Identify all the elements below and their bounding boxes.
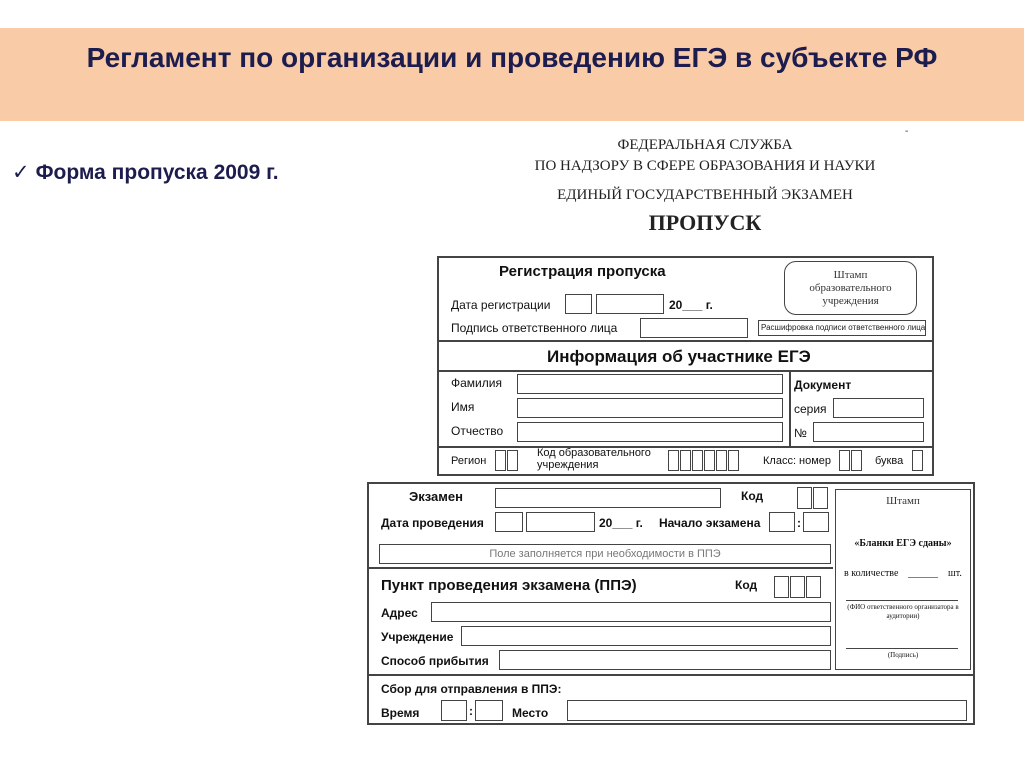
exam-day-field[interactable] <box>495 512 523 532</box>
bullet-item <box>12 160 279 185</box>
class-number-cell[interactable] <box>839 450 850 471</box>
doc-title: ПРОПУСК <box>648 210 762 235</box>
quantity-blank: ______ <box>908 568 938 579</box>
arrival-field[interactable] <box>499 650 831 670</box>
school-code-cell[interactable] <box>716 450 727 471</box>
region-label: Регион <box>451 455 487 467</box>
forms-submitted-label: «Бланки ЕГЭ сданы» <box>854 538 952 549</box>
signature-line <box>846 648 958 649</box>
exam-code-cell[interactable] <box>797 487 812 509</box>
registration-year-label: 20___ г. <box>669 298 713 312</box>
time-colon: : <box>797 516 801 530</box>
gathering-label: Сбор для отправления в ППЭ: <box>381 682 562 696</box>
school-code-label: Код образовательного учреждения <box>537 447 651 471</box>
school-code-cell[interactable] <box>704 450 715 471</box>
series-field[interactable] <box>833 398 924 418</box>
slide-title: Регламент по организации и проведению ЕГЭ в субъекте РФ <box>86 42 938 73</box>
exam-month-field[interactable] <box>526 512 595 532</box>
ppe-code-label: Код <box>735 578 758 592</box>
exam-stamp-panel <box>835 489 971 670</box>
time-label: Время <box>381 706 420 720</box>
exam-year-label: 20___ г. <box>599 516 643 530</box>
gathering-colon: : <box>469 704 473 718</box>
number-label: № <box>794 426 807 440</box>
exam-title: Экзамен <box>409 489 463 504</box>
class-number-label: Класс: номер <box>763 455 832 467</box>
doc-header-line1: ФЕДЕРАЛЬНАЯ СЛУЖБА <box>617 137 793 153</box>
exam-form <box>367 482 975 725</box>
divider <box>369 674 973 676</box>
start-minute-field[interactable] <box>803 512 829 532</box>
patronymic-field[interactable] <box>517 422 783 442</box>
ppe-code-cell[interactable] <box>806 576 821 598</box>
stamp-panel-title: Штамп <box>886 495 920 507</box>
exam-start-label: Начало экзамена <box>659 516 761 530</box>
signature-decode-label: Расшифровка подписи ответственного лица <box>761 323 926 332</box>
region-cell[interactable] <box>507 450 518 471</box>
exam-date-label: Дата проведения <box>381 516 484 530</box>
ppe-code-cell[interactable] <box>790 576 805 598</box>
ppe-title: Пункт проведения экзамена (ППЭ) <box>381 577 637 594</box>
organizer-caption-line2: аудитории) <box>886 612 920 620</box>
participant-title: Информация об участнике ЕГЭ <box>547 347 811 366</box>
place-field[interactable] <box>567 700 967 721</box>
exam-code-cell[interactable] <box>813 487 828 509</box>
class-letter-cell[interactable] <box>912 450 923 471</box>
divider <box>369 567 833 569</box>
bullet-text: Форма пропуска 2009 г. <box>35 161 279 184</box>
fill-note: Поле заполняется при необходимости в ППЭ <box>489 548 721 560</box>
school-code-cell[interactable] <box>728 450 739 471</box>
arrival-label: Способ прибытия <box>381 654 489 668</box>
signature-field[interactable] <box>640 318 748 338</box>
divider <box>439 446 932 448</box>
quantity-prefix: в количестве <box>844 568 899 579</box>
series-label: серия <box>794 402 827 416</box>
registration-month-field[interactable] <box>596 294 664 314</box>
start-hour-field[interactable] <box>769 512 795 532</box>
patronymic-label: Отчество <box>451 424 504 438</box>
organizer-caption-line1: (ФИО ответственного организатора в <box>847 603 959 611</box>
gathering-hour-field[interactable] <box>441 700 467 721</box>
surname-label: Фамилия <box>451 376 502 390</box>
gathering-minute-field[interactable] <box>475 700 503 721</box>
registration-title: Регистрация пропуска <box>499 263 666 280</box>
participant-form <box>437 256 934 476</box>
stamp-signature-caption: (Подпись) <box>887 651 919 659</box>
stamp-line1: Штамп <box>833 269 868 281</box>
divider <box>789 370 791 446</box>
number-field[interactable] <box>813 422 924 442</box>
school-code-cell[interactable] <box>668 450 679 471</box>
place-label: Место <box>512 706 549 720</box>
title-bar <box>0 28 1024 121</box>
divider <box>439 340 932 342</box>
address-label: Адрес <box>381 606 418 620</box>
name-label: Имя <box>451 400 475 414</box>
exam-field[interactable] <box>495 488 721 508</box>
doc-header-line2: ПО НАДЗОРУ В СФЕРЕ ОБРАЗОВАНИЯ И НАУКИ <box>534 158 876 174</box>
school-code-cell[interactable] <box>692 450 703 471</box>
divider <box>439 370 932 372</box>
exam-code-label: Код <box>741 489 764 503</box>
letter-label: буква <box>875 455 904 467</box>
registration-day-field[interactable] <box>565 294 592 314</box>
surname-field[interactable] <box>517 374 783 394</box>
document-label: Документ <box>794 378 852 392</box>
ppe-optional-field[interactable] <box>379 544 831 564</box>
stamp-line2: образовательного <box>809 282 892 294</box>
address-field[interactable] <box>431 602 831 622</box>
doc-header-line3: ЕДИНЫЙ ГОСУДАРСТВЕННЫЙ ЭКЗАМЕН <box>557 187 853 203</box>
region-cell[interactable] <box>495 450 506 471</box>
signature-label: Подпись ответственного лица <box>451 321 618 335</box>
scan-mark: - <box>905 126 909 137</box>
ppe-code-cell[interactable] <box>774 576 789 598</box>
quantity-suffix: шт. <box>948 568 962 579</box>
school-code-cell[interactable] <box>680 450 691 471</box>
institution-field[interactable] <box>461 626 831 646</box>
organizer-line <box>846 600 958 601</box>
class-number-cell[interactable] <box>851 450 862 471</box>
name-field[interactable] <box>517 398 783 418</box>
institution-label: Учреждение <box>381 630 454 644</box>
signature-decode-field[interactable] <box>758 320 926 336</box>
stamp-line3: учреждения <box>822 295 879 307</box>
checkmark-icon: ✓ <box>12 161 30 184</box>
registration-date-label: Дата регистрации <box>451 298 551 312</box>
school-stamp-area <box>784 261 917 315</box>
